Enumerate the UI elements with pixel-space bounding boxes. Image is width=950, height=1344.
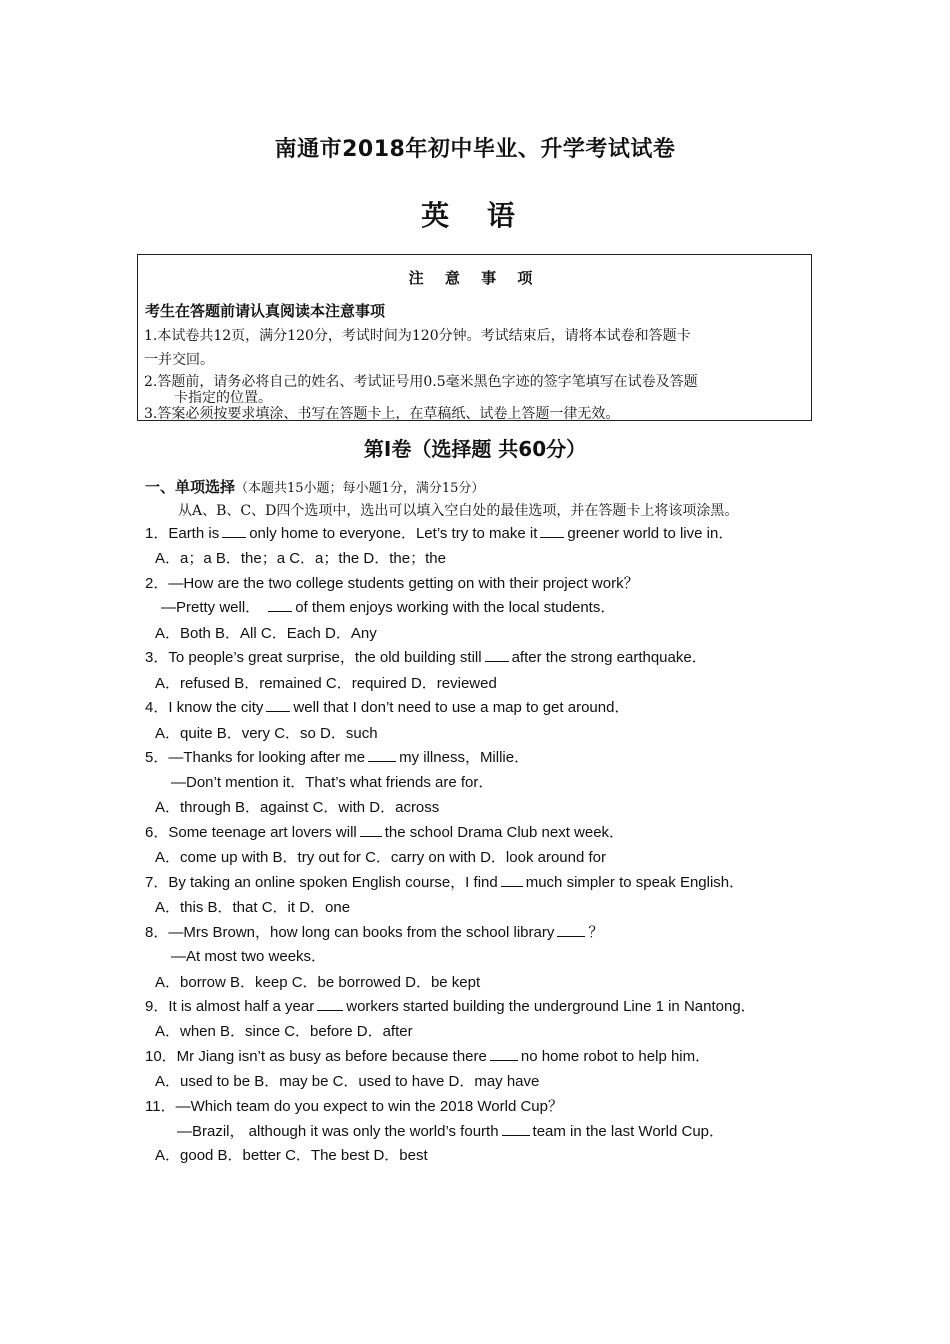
notice-item-1: 1.本试卷共12页，满分120分，考试时间为120分钟。考试结束后，请将本试卷和答题卡 bbox=[144, 328, 691, 344]
question-text: 10．Mr Jiang isn’t as busy as before because there bbox=[145, 1048, 487, 1065]
answer-blank bbox=[540, 524, 564, 538]
notice-item-1-cont: 一并交回。 bbox=[144, 352, 214, 368]
question-text: 3．To people’s great surprise，the old building still bbox=[145, 649, 482, 666]
question-9 bbox=[145, 997, 756, 1017]
question-5-options: A．through B．against C．with D．across bbox=[155, 799, 440, 816]
question-text: only home to everyone．Let’s try to make it bbox=[249, 525, 538, 542]
question-text: greener world to live in． bbox=[567, 525, 734, 542]
question-2: 2．—How are the two college students getting on with their project work？ bbox=[145, 575, 639, 592]
question-7 bbox=[145, 873, 744, 893]
question-text: 7．By taking an online spoken English course，I find bbox=[145, 874, 498, 891]
question-5 bbox=[145, 748, 529, 768]
section-title: 第Ⅰ卷（选择题 共60分） bbox=[363, 437, 587, 461]
question-text: —Brazil， although it was only the world’s fourth bbox=[177, 1123, 499, 1140]
question-text: 6．Some teenage art lovers will bbox=[145, 824, 357, 841]
answer-blank bbox=[266, 698, 290, 712]
answer-blank bbox=[360, 823, 382, 837]
question-9-options: A．when B．since C．before D．after bbox=[155, 1023, 413, 1040]
question-text: 1．Earth is bbox=[145, 525, 220, 542]
question-text: no home robot to help him． bbox=[520, 1048, 711, 1065]
question-8-reply: —At most two weeks． bbox=[171, 948, 327, 965]
answer-blank bbox=[317, 997, 343, 1011]
notice-item-3: 3.答案必须按要求填涂、书写在答题卡上，在草稿纸、试卷上答题一律无效。 bbox=[144, 406, 620, 422]
question-6 bbox=[145, 823, 624, 843]
answer-blank bbox=[268, 598, 292, 612]
answer-blank bbox=[368, 748, 396, 762]
question-text: much simpler to speak English． bbox=[525, 874, 745, 891]
question-3 bbox=[145, 648, 707, 668]
part-note: （本题共15小题；每小题1分，满分15分） bbox=[235, 481, 485, 496]
notice-subheading: 考生在答题前请认真阅读本注意事项 bbox=[145, 302, 386, 320]
answer-blank bbox=[485, 648, 509, 662]
question-text: 5．—Thanks for looking after me bbox=[145, 749, 366, 766]
answer-blank bbox=[557, 923, 585, 937]
question-1 bbox=[145, 524, 733, 544]
question-11-options: A．good B．better C．The best D．best bbox=[155, 1147, 428, 1164]
question-text: after the strong earthquake． bbox=[511, 649, 707, 666]
question-text: workers started building the underground Line 1 in Nantong． bbox=[346, 998, 756, 1015]
notice-box bbox=[137, 254, 812, 421]
question-text: the school Drama Club next week． bbox=[384, 824, 625, 841]
notice-item-2-cont: 卡指定的位置。 bbox=[174, 390, 272, 406]
question-11-reply bbox=[177, 1122, 724, 1142]
question-4 bbox=[145, 698, 629, 718]
question-11: 11．—Which team do you expect to win the 2018 World Cup？ bbox=[145, 1098, 563, 1115]
question-10 bbox=[145, 1047, 710, 1067]
question-3-options: A．refused B．remained C．required D．reviewed bbox=[155, 675, 497, 692]
answer-blank bbox=[222, 524, 246, 538]
part-label: 一、单项选择 bbox=[145, 478, 236, 496]
question-8-options: A．borrow B．keep C．be borrowed D．be kept bbox=[155, 974, 481, 991]
question-5-reply: —Don’t mention it．That’s what friends are for． bbox=[171, 774, 494, 791]
notice-heading: 注 意 事 项 bbox=[408, 269, 541, 287]
question-text: 8．—Mrs Brown，how long can books from the school library bbox=[145, 924, 555, 941]
question-text: well that I don’t need to use a map to get around． bbox=[293, 699, 630, 716]
question-text: —Pretty well． bbox=[161, 599, 261, 616]
question-text: 9．It is almost half a year bbox=[145, 998, 315, 1015]
subject-title: 英 语 bbox=[421, 199, 529, 232]
notice-item-2: 2.答题前，请务必将自己的姓名、考试证号用0.5毫米黑色字迹的签字笔填写在试卷及答题 bbox=[144, 374, 698, 390]
question-text: team in the last World Cup． bbox=[532, 1123, 725, 1140]
question-4-options: A．quite B．very C．so D．such bbox=[155, 725, 378, 742]
instruction: 从A、B、C、D四个选项中，选出可以填入空白处的最佳选项，并在答题卡上将该项涂黑。 bbox=[178, 503, 739, 519]
question-2-reply bbox=[161, 598, 615, 618]
question-2-options: A．Both B．All C．Each D．Any bbox=[155, 625, 377, 642]
question-10-options: A．used to be B．may be C．used to have D．may have bbox=[155, 1073, 540, 1090]
question-1-options: A．a；a B．the；a C．a；the D．the；the bbox=[155, 550, 446, 567]
answer-blank bbox=[501, 873, 523, 887]
question-text: 4．I know the city bbox=[145, 699, 264, 716]
answer-blank bbox=[490, 1047, 518, 1061]
question-8 bbox=[145, 923, 603, 943]
answer-blank bbox=[502, 1122, 530, 1136]
question-7-options: A．this B．that C．it D．one bbox=[155, 899, 351, 916]
exam-title: 南通市2018年初中毕业、升学考试试卷 bbox=[274, 137, 676, 162]
question-text: of them enjoys working with the local students． bbox=[295, 599, 616, 616]
question-text: ？ bbox=[588, 924, 604, 941]
part-title bbox=[145, 476, 484, 497]
question-text: my illness，Millie． bbox=[399, 749, 530, 766]
question-6-options: A．come up with B．try out for C．carry on with D．look around for bbox=[155, 849, 606, 866]
